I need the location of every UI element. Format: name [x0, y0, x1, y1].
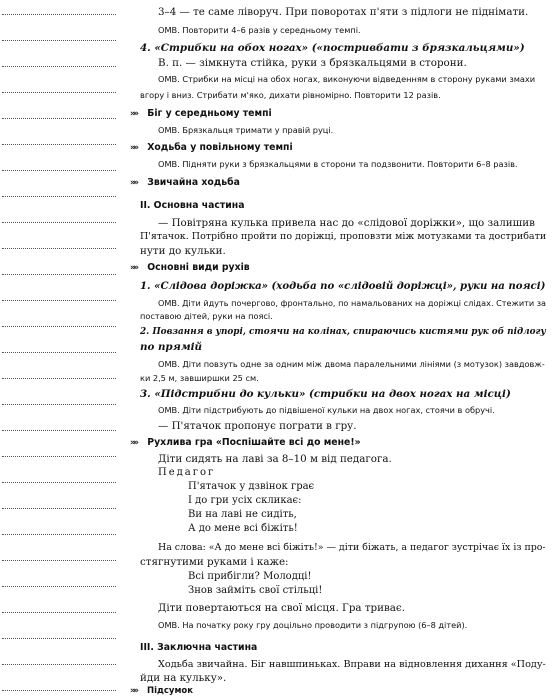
teacher-note: ки 2,5 м, завширшки 25 см.: [140, 373, 259, 383]
double-chevron-icon: »»: [130, 178, 137, 188]
body-text: На слова: «А до мене всі біжіть!» — діти біжать, а педагог зустрічає їх із про-: [158, 542, 546, 553]
subheading-label: Основні види рухів: [147, 262, 250, 273]
margin-line: [2, 352, 116, 353]
body-text: Ходьба звичайна. Біг навшпиньках. Вправи на відновлення дихання «Поду-: [158, 659, 546, 670]
subheading-label: Звичайна ходьба: [147, 177, 240, 188]
margin-line: [2, 144, 116, 145]
margin-line: [2, 40, 116, 41]
teacher-note: ОМВ. Підняти руки з брязкальцями в сторони та подзвонити. Повторити 6–8 разів.: [158, 159, 518, 169]
verse-line: А до мене всі біжіть!: [188, 523, 298, 534]
speech-line: — П'ятачок пропонує пограти в гру.: [158, 420, 357, 432]
double-chevron-icon: »»: [130, 263, 137, 273]
margin-line: [2, 508, 116, 509]
margin-line: [2, 664, 116, 665]
margin-line: [2, 690, 116, 691]
verse-line: Знов займіть свої стільці!: [188, 585, 323, 596]
margin-line: [2, 170, 116, 171]
subheading-label: Ходьба у повільному темпі: [147, 142, 293, 153]
subheading-label: Підсумок: [146, 686, 193, 696]
margin-line: [2, 456, 116, 457]
exercise-1-title: [140, 281, 545, 291]
subheading-game: [130, 438, 361, 448]
margin-line: [2, 196, 116, 197]
double-chevron-icon: »»: [130, 143, 137, 153]
teacher-note: ОМВ. Діти повзуть одне за одним між двома паралельними лініями (з мотузок) завдовж-: [158, 359, 545, 369]
subheading-label: Біг у середньому темпі: [147, 108, 272, 119]
margin-line: [2, 92, 116, 93]
teacher-note: ОМВ. Стрибки на місці на обох ногах, виконуючи відведенням в сторону руками змахи: [158, 74, 536, 84]
body-text: йди на кульку».: [140, 672, 227, 684]
exercise-2-title: [140, 328, 546, 337]
body-text: 3–4 — те саме ліворуч. При поворотах п'яти з підлоги не піднімати.: [158, 6, 529, 18]
exercise-number: 1.: [140, 280, 151, 292]
exercise-3-title: [140, 389, 511, 399]
exercise-title: «Підстрибни до кульки» (стрибки на двох ногах на місці): [154, 388, 511, 400]
subheading-run-medium: [130, 109, 272, 119]
margin-line: [2, 248, 116, 249]
body-text: П'ятачок. Потрібно пройти по доріжці, проповзти між мотузками та дострибати: [140, 231, 547, 242]
section-heading-final: III. Заключна частина: [140, 642, 258, 653]
verse-line: П'ятачок у дзвінок грає: [188, 481, 315, 492]
subheading-walk-normal: [130, 178, 240, 188]
margin-line: [2, 482, 116, 483]
margin-line: [2, 612, 116, 613]
teacher-note: вгору і вниз. Стрибати м'яко, дихати рівномірно. Повторити 12 разів.: [140, 90, 441, 100]
margin-line: [2, 118, 116, 119]
margin-line: [2, 560, 116, 561]
page-content: [130, 0, 548, 700]
teacher-note: поставою дітей, руки на поясі.: [140, 311, 273, 321]
subheading-walk-slow: [130, 143, 293, 153]
double-chevron-icon: »»: [130, 438, 137, 448]
body-text: нути до кульки.: [140, 245, 226, 257]
margin-line: [2, 222, 116, 223]
margin-note-lines: [0, 0, 120, 700]
margin-line: [2, 404, 116, 405]
verse-line: Всі прибігли? Молодці!: [188, 571, 312, 582]
margin-line: [2, 534, 116, 535]
margin-line: [2, 586, 116, 587]
margin-line: [2, 378, 116, 379]
margin-line: [2, 66, 116, 67]
exercise-title: «Слідова доріжка» (ходьба по «слідовій доріжці», руки на поясі): [154, 280, 546, 292]
verse-line: Ви на лаві не сидіть,: [188, 509, 297, 520]
body-text: — Повітряна кулька привела нас до «слідової доріжки», що залишив: [158, 217, 535, 229]
margin-line: [2, 430, 116, 431]
teacher-note: ОМВ. Діти йдуть почергово, фронтально, по намальованих на доріжці слідах. Стежити за: [158, 298, 547, 308]
teacher-note: ОМВ. Брязкальця тримати у правій руці.: [158, 125, 334, 135]
double-chevron-icon: »»: [130, 686, 137, 696]
verse-line: І до гри усіх скликає:: [188, 495, 302, 506]
exercise-number: 4.: [140, 42, 151, 54]
start-position-text: В. п. — зімкнута стійка, руки з брязкальцями в сторони.: [158, 57, 467, 69]
margin-line: [2, 326, 116, 327]
subheading-basic-moves: [130, 263, 250, 273]
exercise-4-title: [140, 43, 525, 53]
margin-line: [2, 638, 116, 639]
subheading-label: Рухлива гра «Поспішайте всі до мене!»: [147, 437, 361, 448]
body-text: стягнутими руками і каже:: [140, 556, 289, 568]
speaker-label: Педагог: [158, 467, 216, 478]
teacher-note: ОМВ. Діти підстрибують до підвішеної кульки на двох ногах, стоячи в обручі.: [158, 405, 495, 415]
margin-line: [2, 274, 116, 275]
exercise-title: Повзання в упорі, стоячи на колінах, спираючись кистями рук об підлогу: [152, 327, 546, 337]
exercise-title-continued: по прямій: [140, 341, 203, 353]
body-text: Діти повертаються на свої місця. Гра триває.: [158, 602, 405, 614]
margin-line: [2, 300, 116, 301]
exercise-number: 2.: [140, 327, 150, 337]
body-text: Діти сидять на лаві за 8–10 м від педагога.: [158, 453, 392, 465]
teacher-note: ОМВ. Повторити 4–6 разів у середньому темпі.: [158, 25, 361, 35]
margin-line: [2, 14, 116, 15]
teacher-note: ОМВ. На початку року гру доцільно проводити з підгрупою (6–8 дітей).: [158, 620, 468, 630]
section-heading-main: II. Основна частина: [140, 200, 245, 211]
exercise-number: 3.: [140, 388, 151, 400]
exercise-title: «Стрибки на обох ногах» («постривбати з брязкальцями»): [154, 42, 525, 54]
subheading-summary: [130, 687, 193, 696]
double-chevron-icon: »»: [130, 109, 137, 119]
